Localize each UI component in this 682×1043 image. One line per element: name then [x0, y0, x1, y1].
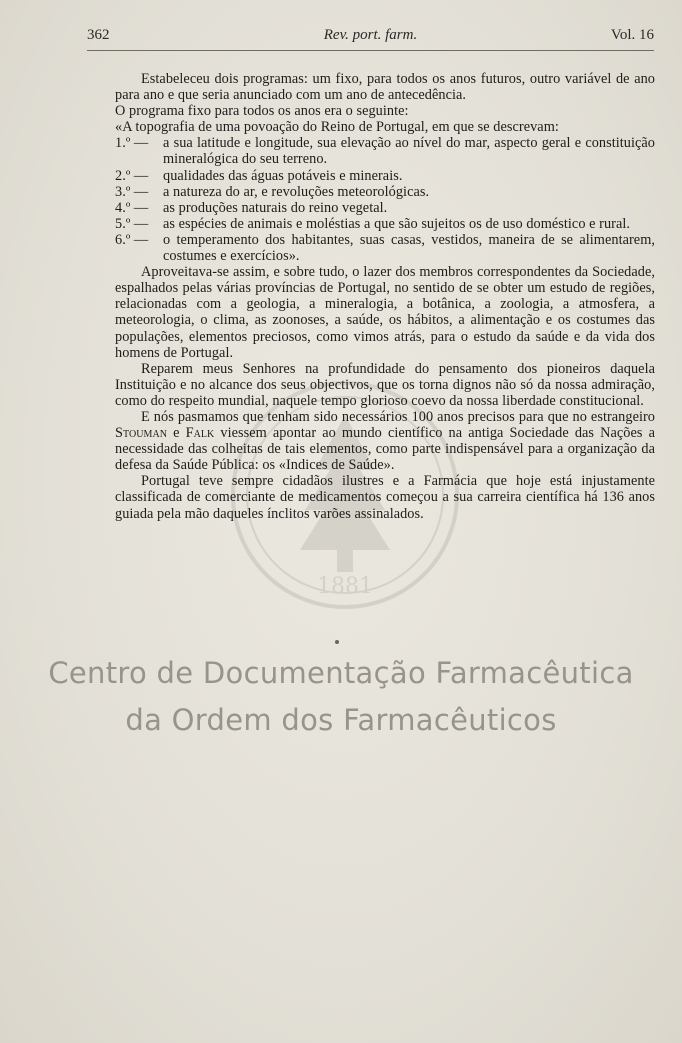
ink-mark [335, 640, 339, 644]
intro-paragraph: Estabeleceu dois programas: um fixo, para todos os anos futuros, outro variável de ano para ano e que seria anunciado com um ano de antecedência. [115, 71, 655, 104]
running-header [87, 27, 654, 49]
program-quote-start: «A topografia de uma povoação do Reino de Portugal, em que se descrevam: [115, 119, 559, 136]
program-item [115, 184, 655, 200]
item-number: 5.º — [115, 215, 149, 232]
item-number: 2.º — [115, 167, 149, 184]
program-item [115, 200, 655, 216]
program-item [115, 168, 655, 184]
page-number: 362 [87, 27, 110, 43]
author-name-falk: Falk [185, 425, 215, 442]
item-text: qualidades das águas potáveis e minerais. [163, 167, 403, 184]
item-text: a natureza do ar, e revoluções meteorológicas. [163, 183, 430, 200]
item-text: a sua latitude e longitude, sua elevação ao nível do mar, aspecto geral e constituição mineralógica do seu terreno. [163, 135, 655, 168]
article-body [115, 71, 655, 522]
watermark-line-1: Centro de Documentação Farmacêutica [48, 656, 634, 690]
program-item [115, 135, 655, 167]
item-number: 4.º — [115, 199, 149, 216]
program-lead: O programa fixo para todos os anos era o seguinte: [115, 103, 409, 120]
watermark-line-2: da Ordem dos Farmacêuticos [125, 703, 557, 737]
item-text: as espécies de animais e moléstias a que são sujeitos os de uso doméstico e rural. [163, 215, 631, 232]
journal-title: Rev. port. farm. [323, 27, 418, 43]
volume-number: Vol. 16 [610, 27, 654, 43]
paragraph-pioneers: Reparem meus Senhores na profundidade do pensamento dos pioneiros daquela Instituição e no alcance dos seus objectivos, que os torna dignos não só da nossa admiração, como do respeito mundial, naquele tempo glorioso coevo da nossa liberdade constitucional. [115, 360, 655, 409]
program-item [115, 216, 655, 232]
author-name-stouman: Stouman [115, 425, 168, 442]
item-text: o temperamento dos habitantes, suas casas, vestidos, maneira de se alimentarem, costumes e exercícios». [163, 231, 655, 265]
header-rule [87, 50, 654, 51]
item-number: 1.º — [115, 135, 149, 152]
program-item [115, 232, 655, 264]
seal-year: 1881 [317, 574, 373, 599]
paragraph-regions: Aproveitava-se assim, e sobre tudo, o lazer dos membros correspondentes da Sociedade, espalhados pelas várias províncias de Portugal, no sentido de se obter um estudo de regiões, relacionadas com a geologia, a mineralogia, a botânica, a zoologia, a atmosfera, a meteorologia, o clima, as zoonoses, a saúde, os hábitos, a alimentação e os costumes das populações, elementos preciosos, como vimos atrás, para o estudo da saúde e da vida dos homens de Portugal. [115, 264, 655, 361]
item-number: 6.º — [115, 231, 149, 248]
item-number: 3.º — [115, 183, 149, 200]
item-text: as produções naturais do reino vegetal. [163, 199, 388, 216]
paragraph-health-indices: E nós pasmamos que tenham sido necessários 100 anos precisos para que no estrangeiro Stouman e Falk viessem apontar ao mundo científico na antiga Sociedade das Nações a necessidade das colheitas de tais elementos, como parte indispensável para a organização da defesa da Saúde Pública: os «Indices de Saúde». [115, 408, 655, 474]
paragraph-pharmacy: Portugal teve sempre cidadãos ilustres e a Farmácia que hoje está injustamente classificada de comerciante de medicamentos começou a sua carreira científica há 136 anos guiada pela mão daqueles ínclitos varões assinalados. [115, 473, 655, 522]
